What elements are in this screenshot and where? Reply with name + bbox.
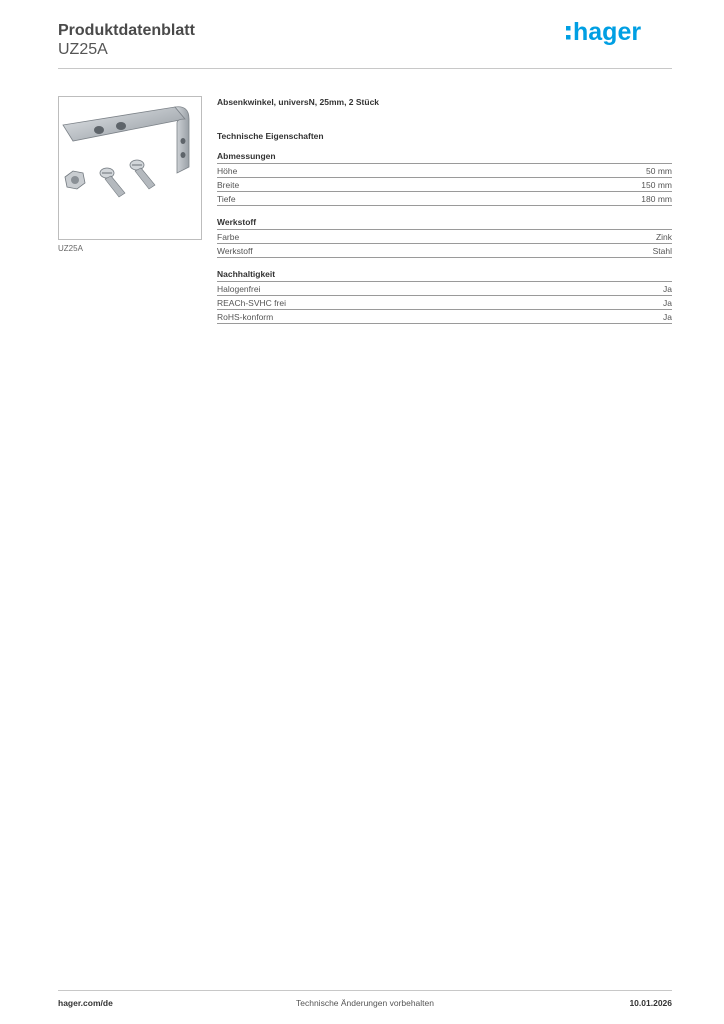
spec-value: Ja xyxy=(663,284,672,294)
spec-value: Ja xyxy=(663,312,672,322)
spec-row xyxy=(217,310,672,324)
footer-date: 10.01.2026 xyxy=(629,998,672,1008)
spec-row xyxy=(217,192,672,206)
spec-label: RoHS-konform xyxy=(217,312,274,322)
spec-group-material xyxy=(217,216,672,258)
spec-group-dimensions xyxy=(217,150,672,206)
spec-value: 50 mm xyxy=(646,166,672,176)
angle-bracket-icon xyxy=(59,97,201,239)
specs-heading: Technische Eigenschaften xyxy=(217,131,324,141)
logo-text: hager xyxy=(573,18,642,46)
spec-row xyxy=(217,178,672,192)
product-code: UZ25A xyxy=(58,41,108,58)
spec-value: Zink xyxy=(655,232,672,242)
spec-label: Höhe xyxy=(217,166,238,176)
page-title: Produktdatenblatt xyxy=(58,22,195,39)
group-title: Werkstoff xyxy=(217,216,672,230)
spec-row xyxy=(217,230,672,244)
product-description: Absenkwinkel, universN, 25mm, 2 Stück xyxy=(217,97,380,107)
spec-label: Breite xyxy=(217,180,240,190)
footer-notice: Technische Änderungen vorbehalten xyxy=(296,998,434,1008)
spec-row xyxy=(217,164,672,178)
spec-label: Werkstoff xyxy=(217,246,253,256)
product-photo xyxy=(58,96,202,240)
spec-label: Farbe xyxy=(217,232,240,242)
footer-divider xyxy=(58,990,672,991)
spec-label: Tiefe xyxy=(217,194,236,204)
spec-label: Halogenfrei xyxy=(217,284,261,294)
spec-label: REACh-SVHC frei xyxy=(217,298,286,308)
spec-value: Stahl xyxy=(652,246,672,256)
spec-value: 180 mm xyxy=(641,194,672,204)
spec-value: Ja xyxy=(663,298,672,308)
photo-caption: UZ25A xyxy=(58,244,83,253)
spec-value: 150 mm xyxy=(641,180,672,190)
footer-website-link[interactable]: hager.com/de xyxy=(58,998,113,1008)
group-title: Nachhaltigkeit xyxy=(217,268,672,282)
spec-group-sustainability xyxy=(217,268,672,324)
spec-sheet xyxy=(217,96,672,324)
group-title: Abmessungen xyxy=(217,150,672,164)
header-divider xyxy=(58,68,672,69)
spec-row xyxy=(217,244,672,258)
spec-row xyxy=(217,282,672,296)
hager-logo xyxy=(566,18,658,46)
spec-row xyxy=(217,296,672,310)
